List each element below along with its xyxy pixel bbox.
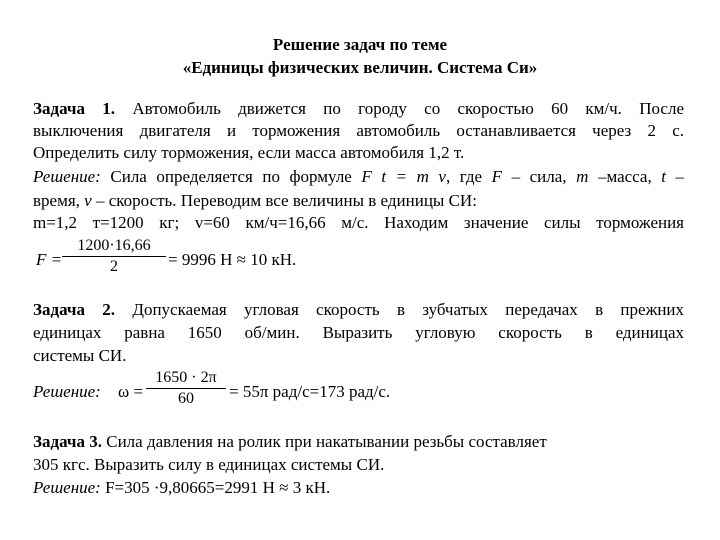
task3-solution-line (33, 477, 684, 499)
task1-text-1: Автомобиль движется по городу со скоростью 60 км/ч. После (132, 99, 684, 118)
task2-equation-denominator: 60 (178, 390, 194, 407)
task3-solution-text: F=305 ·9,80665=2991 Н ≈ 3 кН. (105, 478, 331, 497)
task2-label: Задача 2. (33, 300, 116, 319)
task1-solution-line-3: m=1,2 т=1200 кг; v=60 км/ч=16,66 м/с. Находим значение силы торможения (33, 213, 684, 232)
task1-equation-lhs: F = (36, 250, 63, 269)
task3-line-2: 305 кгс. Выразить силу в единицах системы СИ. (33, 455, 385, 474)
task1-equation-numerator: 1200·16,66 (62, 236, 166, 257)
task2-equation-rhs: = 55π рад/с=173 рад/с. (229, 382, 391, 401)
title-line-2: «Единицы физических величин. Система Си» (182, 58, 538, 77)
task2-equation-numerator: 1650 · 2π (146, 368, 226, 389)
task1-label: Задача 1. (33, 99, 116, 118)
task2-line-1: Задача 2. Допускаемая угловая скорость в зубчатых передачах в прежних (33, 300, 685, 319)
task3-label: Задача 3. (33, 432, 102, 451)
task1-solution-label: Решение: (33, 167, 101, 186)
task1-formula: F t = m v (361, 167, 446, 186)
task2-equation-lhs: ω = (118, 382, 144, 401)
task1-solution-line-2: время, v – скорость. Переводим все величины в единицы СИ: (33, 191, 477, 210)
task2-solution-label: Решение: (33, 382, 101, 401)
task2-line-2: единицах равна 1650 об/мин. Выразить угловую скорость в единицах (33, 323, 684, 342)
task1-equation-fraction (62, 236, 166, 277)
task2-equation-fraction (146, 368, 226, 409)
task1-line-3: Определить силу торможения, если масса автомобиля 1,2 т. (33, 143, 465, 162)
task3-solution-label: Решение: (33, 478, 101, 497)
task1-equation-rhs: = 9996 Н ≈ 10 кН. (168, 250, 297, 269)
task1-equation-denominator: 2 (110, 258, 118, 275)
task1-solution-line-1: Решение: Сила определяется по формуле F t = m v, где F – сила, m –масса, t – (33, 167, 685, 186)
task3-line-1: Задача 3. Сила давления на ролик при накатывании резьбы составляет (33, 432, 547, 451)
task2-line-3: системы СИ. (33, 346, 127, 365)
task1-line-2: выключения двигателя и торможения автомобиль останавливается через 2 с. (33, 121, 684, 140)
title-line-1: Решение задач по теме (272, 35, 448, 54)
task1-line-1 (33, 98, 684, 120)
